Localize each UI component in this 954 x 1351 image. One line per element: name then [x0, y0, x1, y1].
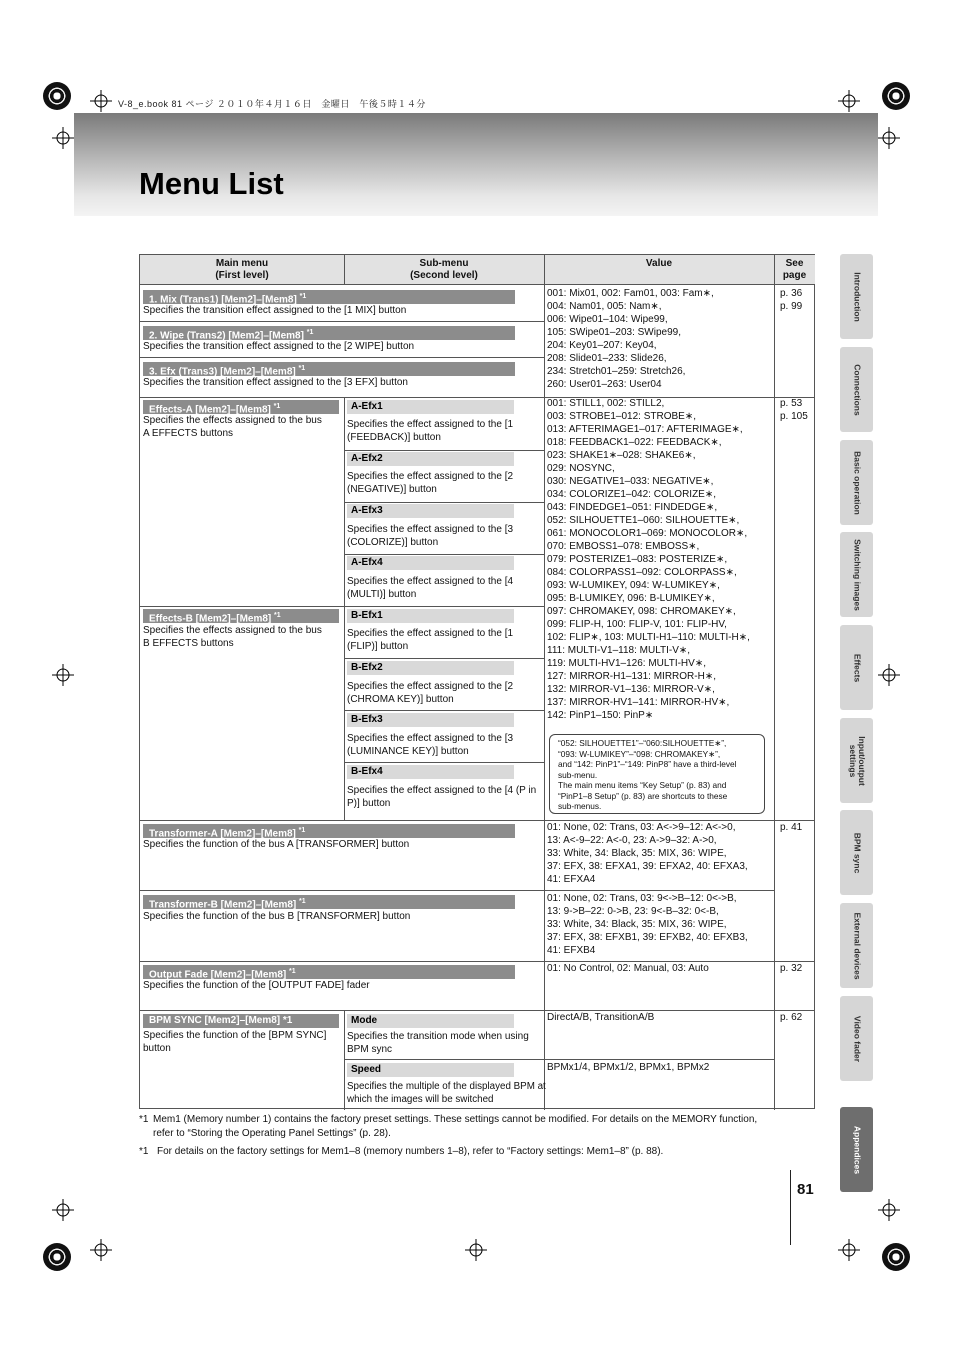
submenu-mode: Mode — [347, 1014, 514, 1028]
row-divider — [344, 450, 544, 451]
row-divider — [140, 357, 544, 358]
submenu-b-efx4: B-Efx4 — [347, 765, 514, 779]
submenu-b-efx1-desc: Specifies the effect assigned to the [1 (FLIP)] button — [347, 628, 514, 652]
registration-target-icon — [43, 1243, 71, 1271]
crosshair-icon — [52, 1199, 74, 1221]
menu-item-mix: 1. Mix (Trans1) [Mem2]–[Mem8] $^{*1}$ — [143, 290, 515, 304]
row-divider — [140, 321, 544, 322]
menu-table — [139, 254, 815, 1109]
page-number-rule — [790, 1170, 791, 1245]
effects-values: 001: STILL1, 002: STILL2, 003: STROBE1–012: STROBE∗, 013: AFTERIMAGE1–017: AFTERIMAGE∗, 018: FEEDBACK1–022: FEEDBACK∗, 023: SHAKE1∗–028: SHAKE6∗, 029: NOSYNC, 030: NEGATIVE1–033: NEGATIVE∗, 034: COLORIZE1–042: COLORIZE∗, 043: FINDEDGE1–051: FINDEDGE∗, 052: SILHOUETTE1–060: SILHOUETTE∗, 061: MONOCOLOR1–069: MONOCOLOR∗, 070: EMBOSS1–078: EMBOSS∗, 079: POSTERIZE1–083: POSTERIZE∗, 084: COLORPASS1–092: COLORPASS∗, 093: W-LUMIKEY, 094: W-LUMIKEY∗, 095: B-LUMIKEY, 096: B-LUMIKEY∗, 097: CHROMAKEY, 098: CHROMAKEY∗, 099: FLIP-H, 100: FLIP-V, 101: FLIP-HV, 102: FLIP∗, 103: MULTI-H1–110: MULTI-H∗, 111: MULTI-V1–118: MULTI-V∗, 119: MULTI-HV1–126: MULTI-HV∗, 127: MIRROR-H1–131: MIRROR-H∗, 132: MIRROR-V1–136: MIRROR-V∗, 137: MIRROR-HV1–141: MIRROR-HV∗, 142: PinP1–150: PinP∗ — [547, 398, 750, 721]
footnote-2-mark: *1 — [139, 1146, 149, 1157]
column-divider — [344, 255, 345, 285]
submenu-a-efx3: A-Efx3 — [347, 504, 514, 518]
header-value: Value — [544, 255, 774, 285]
menu-item-output-fade-desc: Specifies the function of the [OUTPUT FADE] fader — [143, 980, 370, 991]
row-divider — [344, 554, 544, 555]
menu-item-transformer-a-desc: Specifies the function of the bus A [TRANSFORMER] button — [143, 839, 410, 850]
tab-switching-images[interactable]: Switching images — [840, 532, 873, 617]
row-divider — [344, 710, 544, 711]
submenu-a-efx4-desc: Specifies the effect assigned to the [4 (MULTI)] button — [347, 576, 514, 600]
menu-item-transformer-a: Transformer-A [Mem2]–[Mem8] $^{*1}$ — [143, 824, 515, 838]
header-sub: Sub-menu (Second level) — [344, 255, 544, 285]
column-divider — [774, 255, 775, 1110]
header-main: Main menu (First level) — [140, 255, 344, 285]
tab-appendices[interactable]: Appendices — [840, 1107, 873, 1192]
menu-item-effects-a-desc: Specifies the effects assigned to the bus A EFFECTS buttons — [143, 415, 322, 439]
row-divider — [140, 890, 774, 891]
tab-basic-operation[interactable]: Basic operation — [840, 440, 873, 525]
tab-input-output-settings[interactable]: Input/output settings — [840, 718, 873, 803]
column-divider — [544, 255, 545, 1110]
submenu-a-efx1-desc: Specifies the effect assigned to the [1 (FEEDBACK)] button — [347, 419, 514, 443]
row-divider — [140, 961, 815, 962]
row-divider — [344, 1059, 774, 1060]
transformer-see-page: p. 41 — [780, 822, 803, 833]
registration-target-icon — [882, 82, 910, 110]
submenu-b-efx2-desc: Specifies the effect assigned to the [2 (CHROMA KEY)] button — [347, 681, 514, 705]
row-divider — [140, 1010, 815, 1011]
crosshair-icon — [838, 1239, 860, 1261]
registration-target-icon — [43, 82, 71, 110]
submenu-mode-desc: Specifies the transition mode when using BPM sync — [347, 1031, 529, 1055]
page-number: 81 — [797, 1181, 814, 1198]
submenu-b-efx2: B-Efx2 — [347, 661, 514, 675]
menu-item-wipe-desc: Specifies the transition effect assigned to the [2 WIPE] button — [143, 341, 415, 352]
submenu-a-efx3-desc: Specifies the effect assigned to the [3 (COLORIZE)] button — [347, 524, 514, 548]
menu-item-transformer-b-desc: Specifies the function of the bus B [TRANSFORMER] button — [143, 911, 411, 922]
crosshair-icon — [90, 90, 112, 112]
menu-item-transformer-b: Transformer-B [Mem2]–[Mem8] $^{*1}$ — [143, 895, 515, 909]
crosshair-icon — [52, 127, 74, 149]
tab-introduction[interactable]: Introduction — [840, 254, 873, 339]
transformer-a-values: 01: None, 02: Trans, 03: A<->9–12: A<->0, 13: A<-9–22: A<-0, 23: A->9–32: A->0, 33: White, 34: Black, 35: MIX, 36: WIPE, 37: EFX, 38: EFXA1, 39: EFXA2, 40: EFXA3, 41: EFXA4 — [547, 822, 748, 885]
effects-see-page: p. 53 p. 105 — [780, 398, 808, 422]
footnote-2-text: For details on the factory settings for Mem1–8 (memory numbers 1–8), refer to “Factory settings: Mem1–8” (p. 88). — [157, 1146, 664, 1157]
speed-values: BPMx1/4, BPMx1/2, BPMx1, BPMx2 — [547, 1062, 710, 1073]
crosshair-icon — [90, 1239, 112, 1261]
tab-bpm-sync[interactable]: BPM sync — [840, 810, 873, 895]
output-fade-see-page: p. 32 — [780, 963, 803, 974]
column-divider — [344, 1010, 345, 1110]
row-divider — [344, 658, 544, 659]
registration-target-icon — [882, 1243, 910, 1271]
menu-item-effects-b: Effects-B [Mem2]–[Mem8] $^{*1}$ — [143, 609, 339, 623]
bpm-see-page: p. 62 — [780, 1012, 803, 1023]
transformer-b-values: 01: None, 02: Trans, 03: 9<->B–12: 0<->B, 13: 9->B–22: 0->B, 23: 9<-B–32: 0<-B, 33: White, 34: Black, 35: MIX, 36: WIPE, 37: EFX, 38: EFXB1, 39: EFXB2, 40: EFXB3, 41: EFXB4 — [547, 893, 748, 956]
tab-external-devices[interactable]: External devices — [840, 903, 873, 988]
tab-video-fader[interactable]: Video fader — [840, 996, 873, 1081]
row-divider — [344, 502, 544, 503]
mode-values: DirectA/B, TransitionA/B — [547, 1012, 655, 1023]
submenu-a-efx2-desc: Specifies the effect assigned to the [2 (NEGATIVE)] button — [347, 471, 514, 495]
footnote-1-line1: Mem1 (Memory number 1) contains the factory preset settings. These settings cannot be modified. For details on the MEMORY function, — [153, 1114, 758, 1125]
crosshair-icon — [878, 127, 900, 149]
submenu-speed: Speed — [347, 1063, 514, 1077]
submenu-a-efx2: A-Efx2 — [347, 452, 514, 466]
menu-item-wipe: 2. Wipe (Trans2) [Mem2]–[Mem8] $^{*1}$ — [143, 326, 515, 340]
submenu-speed-desc: Specifies the multiple of the displayed BPM at which the images will be switched — [347, 1081, 546, 1105]
crosshair-icon — [878, 664, 900, 686]
crosshair-icon — [878, 1199, 900, 1221]
output-fade-values: 01: No Control, 02: Manual, 03: Auto — [547, 963, 709, 974]
submenu-b-efx3: B-Efx3 — [347, 713, 514, 727]
crosshair-icon — [465, 1239, 487, 1261]
menu-item-effects-b-desc: Specifies the effects assigned to the bus B EFFECTS buttons — [143, 625, 322, 649]
transition-values: 001: Mix01, 002: Fam01, 003: Fam∗, 004: Nam01, 005: Nam∗, 006: Wipe01–104: Wipe99, 105: SWipe01–203: SWipe99, 204: Key01–207: Key04, 208: Slide01–233: Slide26, 234: Stretch01–259: Stretch26, 260: User01–263: User04 — [547, 288, 714, 390]
menu-item-mix-desc: Specifies the transition effect assigned to the [1 MIX] button — [143, 305, 407, 316]
crosshair-icon — [838, 90, 860, 112]
submenu-a-efx1: A-Efx1 — [347, 400, 514, 414]
tab-connections[interactable]: Connections — [840, 347, 873, 432]
tab-effects[interactable]: Effects — [840, 625, 873, 710]
transition-see-page: p. 36 p. 99 — [780, 288, 803, 312]
menu-item-bpm-sync: BPM SYNC [Mem2]–[Mem8] *1 — [143, 1014, 339, 1028]
submenu-b-efx3-desc: Specifies the effect assigned to the [3 (LUMINANCE KEY)] button — [347, 733, 514, 757]
menu-item-efx-desc: Specifies the transition effect assigned to the [3 EFX] button — [143, 377, 408, 388]
menu-item-effects-a: Effects-A [Mem2]–[Mem8] $^{*1}$ — [143, 400, 339, 414]
row-divider — [140, 606, 544, 607]
menu-item-output-fade: Output Fade [Mem2]–[Mem8] $^{*1}$ — [143, 965, 515, 979]
footnote-1-mark: *1 — [139, 1114, 149, 1125]
submenu-b-efx1: B-Efx1 — [347, 609, 514, 623]
submenu-a-efx4: A-Efx4 — [347, 556, 514, 570]
menu-item-efx: 3. Efx (Trans3) [Mem2]–[Mem8] $^{*1}$ — [143, 362, 515, 376]
header-see: See page — [774, 255, 815, 285]
footnote-1-line2: refer to “Storing the Operating Panel Settings” (p. 28). — [153, 1128, 391, 1139]
submenu-b-efx4-desc: Specifies the effect assigned to the [4 (P in P)] button — [347, 785, 537, 809]
effects-note-box: “052: SILHOUETTE1”–“060:SILHOUETTE∗”, “093: W-LUMIKEY”–“098: CHROMAKEY∗”, and “142: PinP1”–“149: PinP8” have a third-level sub-menu. The main menu items “Key Setup” (p. 83) and “PinP1–8 Setup” (p. 83) are shortcuts to these sub-menus. — [549, 734, 765, 814]
menu-item-bpm-sync-desc: Specifies the function of the [BPM SYNC] button — [143, 1030, 327, 1054]
crosshair-icon — [52, 664, 74, 686]
page-title: Menu List — [139, 166, 284, 201]
column-divider — [344, 397, 345, 820]
print-header: V-8_e.book 81 ページ ２０１０年４月１６日 金曜日 午後５時１４分 — [118, 99, 426, 109]
row-divider — [344, 762, 544, 763]
